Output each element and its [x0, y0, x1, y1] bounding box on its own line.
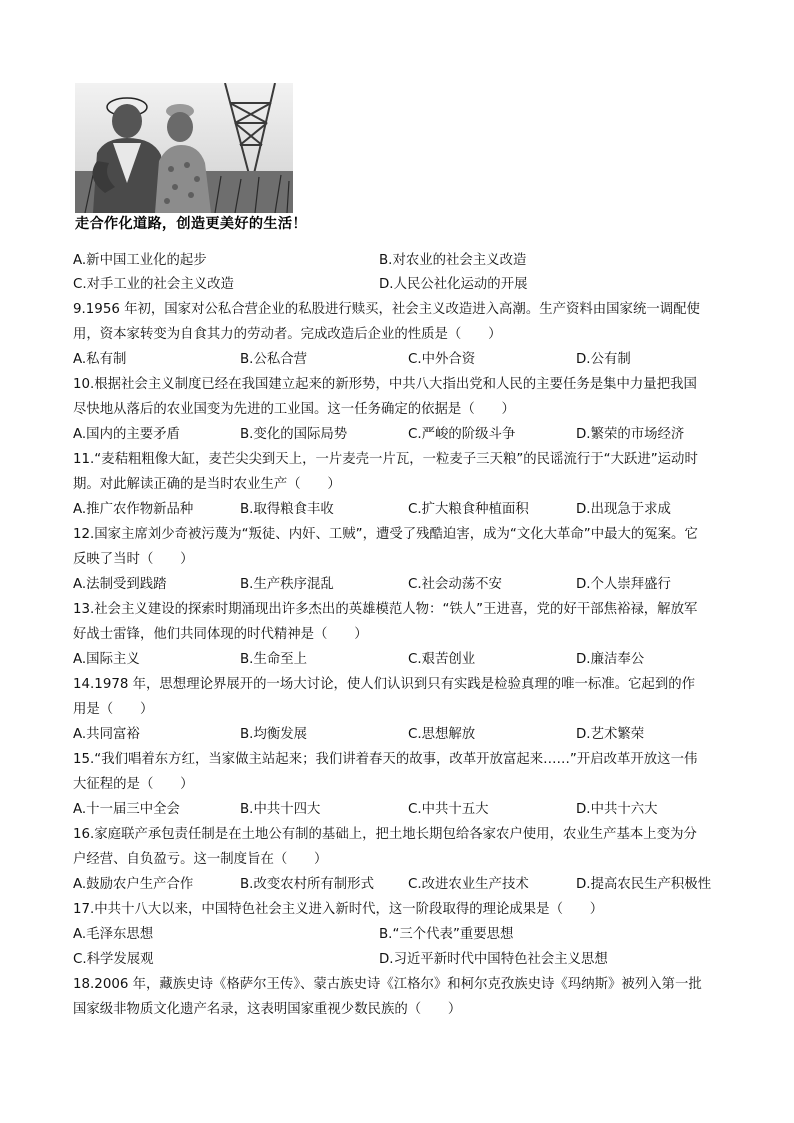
q17-option-a: A.毛泽东思想: [73, 927, 154, 942]
q13-option-a: A.国际主义: [73, 652, 140, 667]
q8-option-b: B.对农业的社会主义改造: [379, 253, 527, 268]
q9-stem-line-2: 用，资本家转变为自食其力的劳动者。完成改造后企业的性质是（ ）: [73, 327, 502, 342]
q10-stem-line-2: 尽快地从落后的农业国变为先进的工业国。这一任务确定的依据是（ ）: [73, 402, 515, 417]
q9-option-d: D.公有制: [576, 352, 631, 367]
q9-option-a: A.私有制: [73, 352, 127, 367]
q8-option-d: D.人民公社化运动的开展: [379, 277, 528, 292]
q13-stem-line-1: 13.社会主义建设的探索时期涌现出许多杰出的英雄模范人物：“铁人”王进喜，党的好干部焦裕禄，解放军: [73, 602, 698, 617]
q10-option-b: B.变化的国际局势: [240, 427, 348, 442]
q12-option-c: C.社会动荡不安: [408, 577, 502, 592]
q10-option-d: D.繁荣的市场经济: [576, 427, 685, 442]
q18-stem-line-2: 国家级非物质文化遗产名录，这表明国家重视少数民族的（ ）: [73, 1002, 462, 1017]
q16-option-b: B.改变农村所有制形式: [240, 877, 374, 892]
propaganda-poster: [75, 83, 307, 235]
poster-image: [75, 83, 293, 213]
q11-stem-line-1: 11.“麦秸粗粗像大缸，麦芒尖尖到天上，一片麦壳一片瓦，一粒麦子三天粮”的民谣流行于“大跃进”运动时: [73, 452, 698, 467]
q16-option-c: C.改进农业生产技术: [408, 877, 529, 892]
q8-option-a: A.新中国工业化的起步: [73, 253, 207, 268]
q14-stem-line-2: 用是（ ）: [73, 702, 154, 717]
q12-stem-line-1: 12.国家主席刘少奇被污蔑为“叛徒、内奸、工贼”，遭受了残酷迫害，成为“文化大革命”中最大的冤案。它: [73, 527, 698, 542]
q11-stem-line-2: 期。对此解读正确的是当时农业生产（ ）: [73, 477, 341, 492]
q15-option-b: B.中共十四大: [240, 802, 321, 817]
q11-option-a: A.推广农作物新品种: [73, 502, 194, 517]
q14-option-c: C.思想解放: [408, 727, 476, 742]
q11-option-d: D.出现急于求成: [576, 502, 671, 517]
q16-stem-line-1: 16.家庭联产承包责任制是在土地公有制的基础上，把土地长期包给各家农户使用，农业生产基本上变为分: [73, 827, 697, 842]
q9-option-b: B.公私合营: [240, 352, 308, 367]
q14-option-a: A.共同富裕: [73, 727, 140, 742]
q15-option-a: A.十一届三中全会: [73, 802, 180, 817]
q18-stem-line-1: 18.2006 年，藏族史诗《格萨尔王传》、蒙古族史诗《江格尔》和柯尔克孜族史诗《玛纳斯》被列入第一批: [73, 977, 702, 992]
q13-option-c: C.艰苦创业: [408, 652, 476, 667]
q12-stem-line-2: 反映了当时（ ）: [73, 552, 194, 567]
q12-option-b: B.生产秩序混乱: [240, 577, 334, 592]
q14-option-b: B.均衡发展: [240, 727, 308, 742]
q12-option-d: D.个人崇拜盛行: [576, 577, 671, 592]
q17-option-c: C.科学发展观: [73, 952, 154, 967]
q9-option-c: C.中外合资: [408, 352, 476, 367]
q12-option-a: A.法制受到践踏: [73, 577, 167, 592]
q13-stem-line-2: 好战士雷锋，他们共同体现的时代精神是（ ）: [73, 627, 368, 642]
q16-option-d: D.提高农民生产积极性: [576, 877, 712, 892]
q9-stem-line-1: 9.1956 年初，国家对公私合营企业的私股进行赎买，社会主义改造进入高潮。生产资料由国家统一调配使: [73, 302, 700, 317]
q13-option-d: D.廉洁奉公: [576, 652, 645, 667]
q16-stem-line-2: 户经营、自负盈亏。这一制度旨在（ ）: [73, 852, 328, 867]
q11-option-b: B.取得粮食丰收: [240, 502, 334, 517]
q10-stem-line-1: 10.根据社会主义制度已经在我国建立起来的新形势，中共八大指出党和人民的主要任务是集中力量把我国: [73, 377, 697, 392]
q17-option-b: B.“三个代表”重要思想: [379, 927, 514, 942]
q13-option-b: B.生命至上: [240, 652, 308, 667]
q10-option-c: C.严峻的阶级斗争: [408, 427, 516, 442]
q10-option-a: A.国内的主要矛盾: [73, 427, 180, 442]
q15-stem-line-2: 大征程的是（ ）: [73, 777, 194, 792]
q11-option-c: C.扩大粮食种植面积: [408, 502, 529, 517]
q17-option-d: D.习近平新时代中国特色社会主义思想: [379, 952, 608, 967]
q14-stem-line-1: 14.1978 年，思想理论界展开的一场大讨论，使人们认识到只有实践是检验真理的唯一标准。它起到的作: [73, 677, 696, 692]
q15-option-d: D.中共十六大: [576, 802, 658, 817]
q15-stem-line-1: 15.“我们唱着东方红，当家做主站起来；我们讲着春天的故事，改革开放富起来……”开启改革开放这一伟: [73, 752, 698, 767]
poster-caption: 走合作化道路，创造更美好的生活！: [75, 216, 307, 232]
q16-option-a: A.鼓励农户生产合作: [73, 877, 194, 892]
q17-stem-line-1: 17.中共十八大以来，中国特色社会主义进入新时代，这一阶段取得的理论成果是（ ）: [73, 902, 604, 917]
q8-option-c: C.对手工业的社会主义改造: [73, 277, 234, 292]
q15-option-c: C.中共十五大: [408, 802, 489, 817]
q14-option-d: D.艺术繁荣: [576, 727, 645, 742]
